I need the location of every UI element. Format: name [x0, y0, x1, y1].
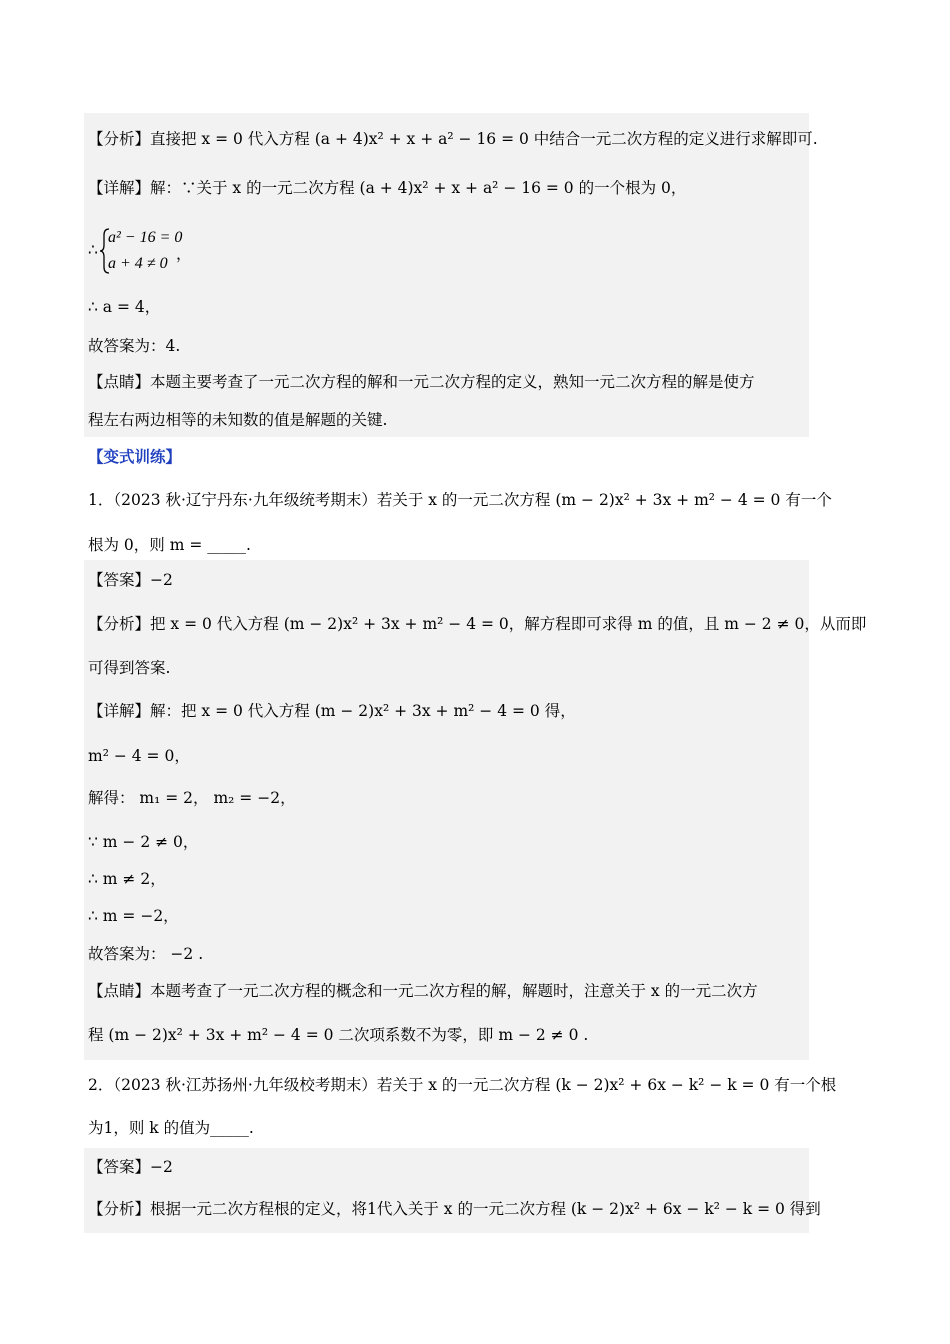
question-2-stem-1: 2．（2023 秋·江苏扬州·九年级校考期末）若关于 x 的一元二次方程 (k − 2)x² + 6x − k² − k = 0 有一个根 [88, 1076, 837, 1094]
answer-statement-1: 故答案为：4. [88, 337, 181, 355]
question-1-step-4: ∴ m ≠ 2， [88, 870, 166, 888]
analysis-line: 【分析】直接把 x = 0 代入方程 (a + 4)x² + x + a² − 16 = 0 中结合一元二次方程的定义进行求解即可. [88, 130, 818, 148]
question-1-analysis-2: 可得到答案. [88, 659, 171, 677]
question-1-step-1: m² − 4 = 0， [88, 747, 190, 765]
therefore-symbol: ∴ [88, 241, 98, 259]
question-1-step-2: 解得： m₁ = 2， m₂ = −2， [88, 789, 296, 807]
section-heading: 【变式训练】 [88, 447, 182, 466]
question-1-remark-1: 【点睛】本题考查了一元二次方程的概念和一元二次方程的解，解题时，注意关于 x 的一元二次方 [88, 982, 758, 1000]
question-1-analysis-1: 【分析】把 x = 0 代入方程 (m − 2)x² + 3x + m² − 4 = 0，解方程即可求得 m 的值，且 m − 2 ≠ 0，从而即 [88, 615, 867, 633]
question-1-step-5: ∴ m = −2， [88, 907, 179, 925]
question-1-stem-2: 根为 0，则 m = _____. [88, 536, 251, 554]
question-1-stem-1: 1．（2023 秋·辽宁丹东·九年级统考期末）若关于 x 的一元二次方程 (m − 2)x² + 3x + m² − 4 = 0 有一个 [88, 491, 832, 509]
question-1-answer: 【答案】−2 [88, 571, 173, 589]
system-comma: ， [176, 245, 192, 263]
question-1-answer-statement: 故答案为： −2 . [88, 945, 204, 963]
detail-line: 【详解】解：∵关于 x 的一元二次方程 (a + 4)x² + x + a² − 16 = 0 的一个根为 0， [88, 179, 687, 197]
question-1-step-3: ∵ m − 2 ≠ 0， [88, 833, 199, 851]
question-2-analysis-1: 【分析】根据一元二次方程根的定义，将1代入关于 x 的一元二次方程 (k − 2)x² + 6x − k² − k = 0 得到 [88, 1200, 821, 1218]
question-1-remark-2: 程 (m − 2)x² + 3x + m² − 4 = 0 二次项系数不为零，即 m − 2 ≠ 0 . [88, 1026, 589, 1044]
question-1-detail: 【详解】解：把 x = 0 代入方程 (m − 2)x² + 3x + m² − 4 = 0 得， [88, 702, 576, 720]
result-line: ∴ a = 4， [88, 298, 161, 316]
system-equation-2: a + 4 ≠ 0 [108, 255, 168, 272]
solution-box-3 [84, 1148, 809, 1233]
question-2-stem-2: 为1，则 k 的值为_____. [88, 1119, 254, 1137]
system-equation-1: a² − 16 = 0 [108, 229, 183, 246]
remark-line-2: 程左右两边相等的未知数的值是解题的关键. [88, 411, 388, 429]
question-2-answer: 【答案】−2 [88, 1158, 173, 1176]
remark-line-1: 【点睛】本题主要考查了一元二次方程的解和一元二次方程的定义，熟知一元二次方程的解是使方 [88, 373, 755, 391]
